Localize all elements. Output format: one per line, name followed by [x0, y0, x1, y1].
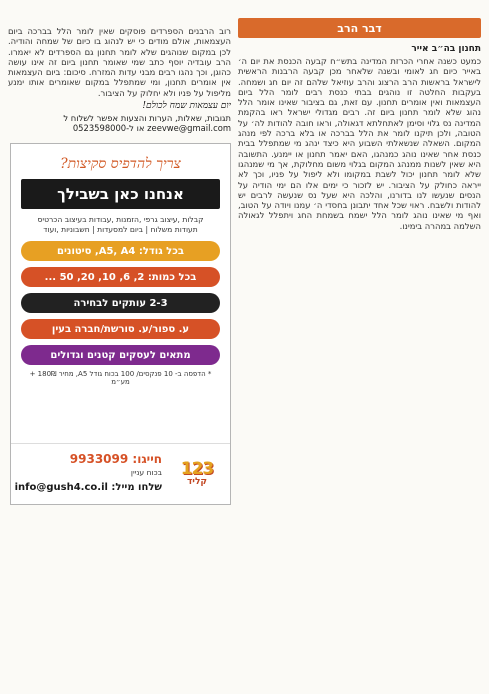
print-shop-logo: [170, 448, 224, 498]
ad-phone-note: בכוח עניין: [130, 468, 162, 478]
ad-headline: אנחנו כאן בשבילך: [21, 179, 220, 209]
left-article-body: רוב הרבנים הספרדים פוסקים שאין לומר הלל בברכה ביום העצמאות, אולם מודים כי יש לנהוג בו כיום של שמחה והודיה. לכן במקום שנוהגים שלא לומר תחנון גם הספרדים לא יאמרו. הרב עובדיה יוסף כתב שמי שאומר תחנון ביום זה אינו עושה כהוגן, וכך נהגו רבים מבני עדות המזרח. סיכום: ביום העצמאות אין אומרים תחנון, ומי שמתפלל במקום שאומרים אותו ימנע מליפול על פניו ולא יחלוק על הציבור.: [5, 26, 231, 98]
ad-footnote: * הדפסה ב- 10 פנקסים/ 100 בכוח גודל A5, מחיר 180₪ + מע״מ: [29, 370, 212, 387]
contact-line-2[interactable]: zeevwe@gmail.com או ל-0523598000: [72, 123, 231, 134]
ad-bar-numbering: ע. ספור/ע. סורשת/חברה בעין: [21, 319, 220, 339]
ad-tagline: צריך להדפיס סקיצות?: [60, 156, 181, 173]
ad-services: [21, 215, 220, 235]
ad-bar-quantity: בכל כמות: 2, 6, 10, 20, 50 ...: [21, 267, 220, 287]
rabbi-column: [235, 0, 481, 694]
ad-email-address[interactable]: info@gush4.co.il: [14, 482, 108, 494]
logo-word: קליד: [187, 477, 208, 488]
ad-email[interactable]: [15, 482, 162, 493]
ad-bar-business: מתאים לעסקים קטנים וגדולים: [21, 345, 220, 365]
rabbi-column-header: דבר הרב: [238, 18, 481, 38]
ad-contact-area: [11, 443, 230, 504]
ad-feature-bars: [21, 241, 220, 365]
ad-services-line-1: קבלות ,עיצוב גרפי ,הזמנות ,עבודות בעיצוב הכרטיס: [37, 215, 204, 225]
ad-phone[interactable]: חייגו: 9933099: [69, 452, 162, 467]
article-byline: תחנון בה״ב אייר: [411, 44, 481, 54]
ad-email-prefix: שלחו מייל:: [111, 482, 162, 494]
rabbi-article-body: כמעט כשנה אחרי הכרזת המדינה בתש״ח קבעה הכנסת את יום ה׳ באייר כיום חג לאומי ובשנה שלאחר מכן קבעה הרבנות הראשית לישראל בראשות הרב הרצוג והרב עוזיאל שלהם זה יום חג ושמחה. בעקבות החלטה זו נוהגים בבתי כנסת רבים לומר הלל ביום העצמאות ואין אומרים תחנון. עם זאת, גם בציבור שאינו אומר הלל נהוג שלא לומר תחנון ביום זה. רבים מגדולי ישראל ראו בהקמת המדינה נס גלוי וסימן לאתחלתא דגאולה, וראו חובה להודות לה׳ על הטובה, ולכן תיקנו לומר את הלל בברכה או בלא ברכה לפי מנהג המקום. השאלה שנשאלתי השבוע היא כיצד ינהג מי שמתפלל בבית כנסת אחר שאינו נוהג כמנהגו, האם יאמר תחנון או יימנע. התשובה היא שאין לשנות ממנהג המקום בגלוי משום מחלוקת, אך מי שמנהגו שלא לומר תחנון יכול לשבת במקומו ולא ליפול על פניו, וכך לא ייראה כחולק על הציבור. יש לזכור כי ימים אלו הם ימי הודיה על הנסים שנעשו לנו בדורנו, והלכה היא שעל נס שנעשה לרבים יש להודות ולשבח. ראוי שכל אחד יתבונן בחסדי ה׳ עמנו ויודה על הטוב, ואף מי שאינו נוהג לומר הלל ישמח בשמחת החג ויתפלל לגאולה השלמה במהרה בימינו.: [235, 56, 481, 231]
article-signature: יום עצמאות שמח לכולם!: [142, 101, 231, 112]
left-column: [5, 0, 231, 694]
contact-line-1: תגובות, שאלות, הערות והצעות אפשר לשלוח ל: [63, 113, 231, 124]
ad-bar-size: בכל גודל: A5, A4, סיטונים: [21, 241, 220, 261]
logo-number: 123: [180, 459, 214, 480]
print-shop-ad: [10, 143, 231, 505]
ad-services-line-2: תעודות משלוח | ביום למסעדות | חשבוניות ,ועוד: [43, 225, 198, 235]
ad-bar-copies: 2-3 עותקים לבחירה: [21, 293, 220, 313]
